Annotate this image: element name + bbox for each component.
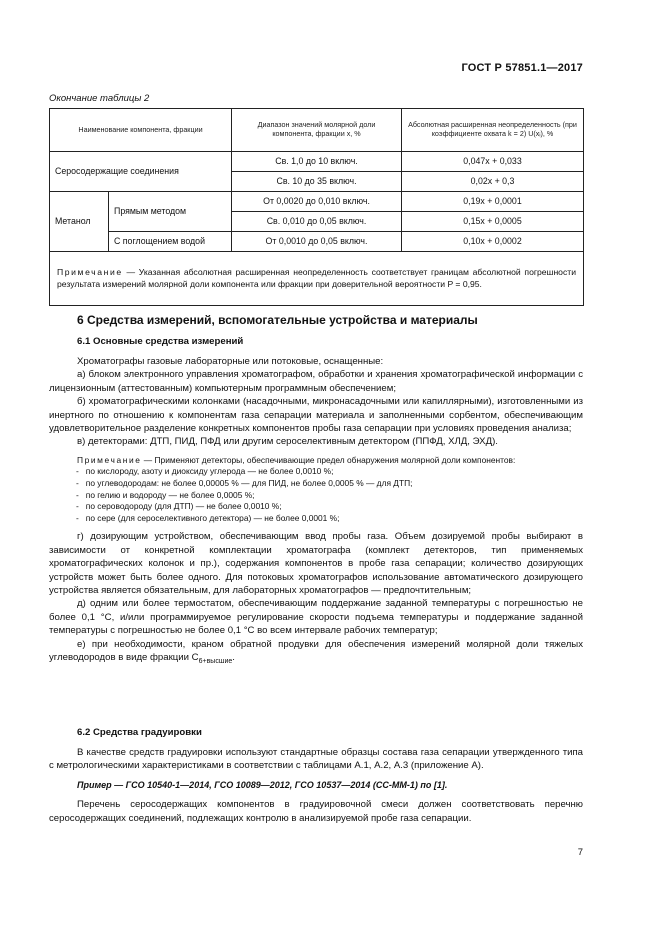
list-item: - по углеводородам: не более 0,00005 % — для ПИД, не более 0,0005 % — для ДТП;	[76, 478, 413, 489]
uncertainty-cell: 0,10x + 0,0002	[402, 232, 584, 252]
paragraph: г) дозирующим устройством, обеспечивающим ввод пробы газа. Объем дозируемой пробы выбирают в зависимости от конкретной комплектации хроматографа (комплект детекторов, тип применяемых хроматографических колонок и пр.), содержания компонентов в пробе газа сепарации; количество дозирующих устройств может быть более одного. Для потоковых хроматографов использование автоматического дозирующего устройства является обязательным, для лабораторных хроматографов — предпочтительным;	[49, 531, 583, 597]
paragraph: Хроматографы газовые лабораторные или потоковые, оснащенные:	[77, 356, 384, 367]
sulfur-component-cell: Серосодержащие соединения	[50, 152, 232, 192]
range-cell: Св. 0,010 до 0,05 включ.	[232, 212, 402, 232]
uncertainty-cell: 0,15x + 0,0005	[402, 212, 584, 232]
header-component: Наименование компонента, фракции	[50, 109, 232, 152]
table-row	[50, 192, 584, 212]
section-6-2-body	[49, 746, 583, 825]
table-header-row	[50, 109, 584, 152]
section-6-1-body	[49, 355, 583, 668]
method-cell: Прямым методом	[109, 192, 232, 232]
list-item: - по кислороду, азоту и диоксиду углерода — не более 0,0010 %;	[76, 466, 334, 477]
table-note-row	[50, 252, 584, 306]
range-cell: Св. 1,0 до 10 включ.	[232, 152, 402, 172]
note-text: — Применяют детекторы, обеспечивающие предел обнаружения молярной доли компонентов:	[141, 454, 516, 465]
section-6-1-title: 6.1 Основные средства измерений	[77, 336, 244, 347]
paragraph: Перечень серосодержащих компонентов в градуировочной смеси должен соответствовать перечню серосодержащих соединений, подлежащих контролю в анализируемой пробе газа сепарации.	[49, 799, 583, 824]
range-cell: От 0,0010 до 0,05 включ.	[232, 232, 402, 252]
paragraph: е) при необходимости, краном обратной продувки для обеспечения измерений молярной доли тяжелых углеводородов в виде фракции $С_{6+высшие}$.	[49, 638, 583, 665]
paragraph: д) одним или более термостатом, обеспечивающим поддержание заданной температуры с погрешностью не более 0,1 °С, и/или программируемое регулирование скорости подъема температуры и поддержание заданной температуры с погрешностью не более 0,1 °С во всем интервале рабочих температур;	[49, 598, 583, 637]
uncertainty-cell: 0,047x + 0,033	[402, 152, 584, 172]
table-row	[50, 232, 584, 252]
detector-note	[49, 455, 583, 525]
paragraph: В качестве средств градуировки используют стандартные образцы состава газа сепарации утвержденного типа с метрологическими характеристиками в соответствии с таблицами А.1, А.2, А.3 (приложение А).	[49, 747, 583, 772]
paragraph: а) блоком электронного управления хроматографом, обработки и хранения хроматографической информации с лицензионным (аттестованным) компьютерным программным обеспечением;	[49, 369, 583, 394]
list-item: - по гелию и водороду — не более 0,0005 %;	[76, 489, 255, 500]
table-note	[50, 252, 584, 306]
uncertainty-cell: 0,02x + 0,3	[402, 172, 584, 192]
header-range: Диапазон значений молярной доли компонента, фракции x, %	[232, 109, 402, 152]
note-paragraph	[49, 455, 583, 467]
methanol-component-cell: Метанол	[50, 192, 109, 252]
note-label: Примечание	[57, 266, 123, 277]
page-number: 7	[577, 847, 583, 858]
header-uncertainty: Абсолютная расширенная неопределенность (при коэффициенте охвата k = 2) U(xᵢ), %	[402, 109, 584, 152]
paragraph: б) хроматографическими колонками (насадочными, микронасадочными или капиллярными), изготовленными из инертного по отношению к компонентам газа сепарации материала и заполненными сорбентом, обеспечивающим удовлетворительное разделение конкретных компонентов пробы газа сепарации при условиях проведения анализа;	[49, 396, 583, 435]
example: Пример — ГСО 10540-1—2014, ГСО 10089—2012, ГСО 10537—2014 (СС-ММ-1) по [1].	[77, 779, 448, 790]
range-cell: Св. 10 до 35 включ.	[232, 172, 402, 192]
method-cell: С поглощением водой	[109, 232, 232, 252]
document-code: ГОСТ Р 57851.1—2017	[461, 62, 583, 74]
list-item: - по сере (для сероселективного детектора) — не более 0,0001 %;	[76, 512, 340, 523]
range-cell: От 0,0020 до 0,010 включ.	[232, 192, 402, 212]
note-label: Примечание	[77, 454, 142, 465]
section-6-2-title: 6.2 Средства градуировки	[77, 727, 202, 738]
section-6-title: 6 Средства измерений, вспомогательные устройства и материалы	[77, 313, 478, 327]
list-item: - по сероводороду (для ДТП) — не более 0,0010 %;	[76, 501, 282, 512]
table-caption: Окончание таблицы 2	[49, 93, 150, 104]
uncertainty-cell: 0,19x + 0,0001	[402, 192, 584, 212]
table-2	[49, 108, 584, 306]
note-text: — Указанная абсолютная расширенная неопределенность соответствует границам абсолютной погрешности результата измерений молярной доли компонента или фракции при доверительной вероятности P = 0,95.	[57, 266, 576, 289]
paragraph: в) детекторами: ДТП, ПИД, ПФД или другим сероселективным детектором (ППФД, ХЛД, ЭХД).	[77, 436, 498, 448]
table-row	[50, 152, 584, 172]
